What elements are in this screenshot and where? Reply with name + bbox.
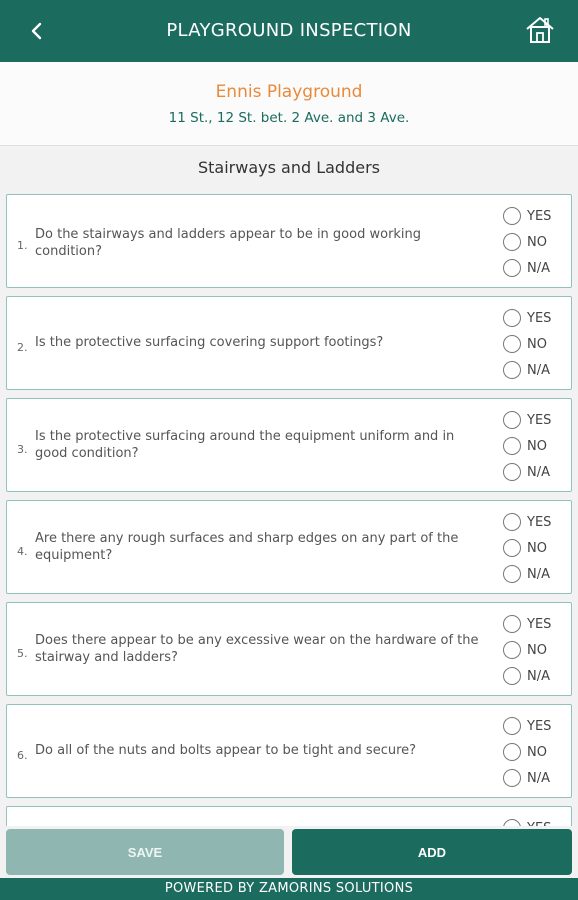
option-label: NO xyxy=(527,438,547,454)
question-text: Do all of the nuts and bolts appear to be tight and secure? xyxy=(35,743,417,758)
option-label: NO xyxy=(527,234,547,250)
radio-button[interactable] xyxy=(503,667,521,685)
question-card xyxy=(6,398,572,492)
option-label: NO xyxy=(527,744,547,760)
question-number: 5. xyxy=(17,647,28,660)
question-number: 1. xyxy=(17,239,28,252)
option-label: N/A xyxy=(527,770,550,786)
question-card xyxy=(6,296,572,390)
question-number: 3. xyxy=(17,443,28,456)
option-label: YES xyxy=(527,616,552,632)
question-card xyxy=(6,500,572,594)
answer-option-yes[interactable] xyxy=(503,713,563,739)
radio-button[interactable] xyxy=(503,743,521,761)
answer-option-na[interactable] xyxy=(503,459,563,485)
question-number: 4. xyxy=(17,545,28,558)
radio-button[interactable] xyxy=(503,769,521,787)
radio-button[interactable] xyxy=(503,539,521,557)
question-card xyxy=(6,704,572,798)
question-text: Does there appear to be any excessive wear on the hardware of the stairway and ladders? xyxy=(35,633,479,665)
radio-button[interactable] xyxy=(503,259,521,277)
question-text: Is the protective surfacing covering support footings? xyxy=(35,335,384,350)
page-title: PLAYGROUND INSPECTION xyxy=(166,20,412,41)
section-title: Stairways and Ladders xyxy=(197,158,380,177)
option-label: YES xyxy=(527,208,552,224)
answer-option-no[interactable] xyxy=(503,739,563,765)
option-label: YES xyxy=(527,718,552,734)
site-info xyxy=(0,62,578,146)
answer-option-yes[interactable] xyxy=(503,509,563,535)
answer-option-na[interactable] xyxy=(503,663,563,689)
question-list[interactable] xyxy=(0,190,578,826)
radio-button[interactable] xyxy=(503,513,521,531)
radio-button[interactable] xyxy=(503,463,521,481)
option-label: N/A xyxy=(527,362,550,378)
radio-button[interactable] xyxy=(503,309,521,327)
save-button[interactable]: SAVE xyxy=(6,829,284,875)
option-label: NO xyxy=(527,540,547,556)
answer-option-na[interactable] xyxy=(503,357,563,383)
option-label: NO xyxy=(527,642,547,658)
option-label: N/A xyxy=(527,464,550,480)
question-number: 2. xyxy=(17,341,28,354)
answer-options xyxy=(503,509,563,587)
question-number: 6. xyxy=(17,749,28,762)
powered-by-footer: POWERED BY ZAMORINS SOLUTIONS xyxy=(0,878,578,900)
home-button[interactable] xyxy=(524,14,556,46)
option-label: N/A xyxy=(527,566,550,582)
answer-option-na[interactable] xyxy=(503,561,563,587)
action-bar xyxy=(0,826,578,878)
answer-option-yes[interactable] xyxy=(503,407,563,433)
radio-button[interactable] xyxy=(503,335,521,353)
answer-options xyxy=(503,407,563,485)
option-label: NO xyxy=(527,336,547,352)
answer-options xyxy=(503,203,563,281)
option-label: N/A xyxy=(527,668,550,684)
answer-option-no[interactable] xyxy=(503,637,563,663)
playground-address: 11 St., 12 St. bet. 2 Ave. and 3 Ave. xyxy=(168,110,410,126)
playground-name: Ennis Playground xyxy=(215,82,363,102)
option-label: YES xyxy=(527,310,552,326)
answer-option-yes[interactable] xyxy=(503,305,563,331)
radio-button[interactable] xyxy=(503,565,521,583)
answer-option-na[interactable] xyxy=(503,765,563,791)
radio-button[interactable] xyxy=(503,233,521,251)
question-text: Are there any rough surfaces and sharp edges on any part of the equipment? xyxy=(35,531,459,563)
option-label: N/A xyxy=(527,260,550,276)
answer-options xyxy=(503,611,563,689)
question-text: Do the stairways and ladders appear to be in good working condition? xyxy=(35,227,422,259)
radio-button[interactable] xyxy=(503,207,521,225)
radio-button[interactable] xyxy=(503,411,521,429)
home-icon xyxy=(524,14,556,46)
answer-options xyxy=(503,713,563,791)
question-card xyxy=(6,602,572,696)
option-label: YES xyxy=(527,514,552,530)
option-label: YES xyxy=(527,412,552,428)
answer-option-na[interactable] xyxy=(503,255,563,281)
radio-button[interactable] xyxy=(503,641,521,659)
add-button[interactable]: ADD xyxy=(292,829,572,875)
answer-option-yes[interactable] xyxy=(503,203,563,229)
radio-button[interactable] xyxy=(503,361,521,379)
radio-button[interactable] xyxy=(503,615,521,633)
answer-option-no[interactable] xyxy=(503,535,563,561)
answer-options xyxy=(503,305,563,383)
radio-button[interactable] xyxy=(503,437,521,455)
question-text: Is the protective surfacing around the equipment uniform and in good condition? xyxy=(35,429,455,461)
answer-option-no[interactable] xyxy=(503,433,563,459)
question-card xyxy=(6,194,572,288)
answer-option-no[interactable] xyxy=(503,331,563,357)
radio-button[interactable] xyxy=(503,717,521,735)
answer-option-yes[interactable] xyxy=(503,611,563,637)
answer-option-no[interactable] xyxy=(503,229,563,255)
app-header xyxy=(0,0,578,62)
